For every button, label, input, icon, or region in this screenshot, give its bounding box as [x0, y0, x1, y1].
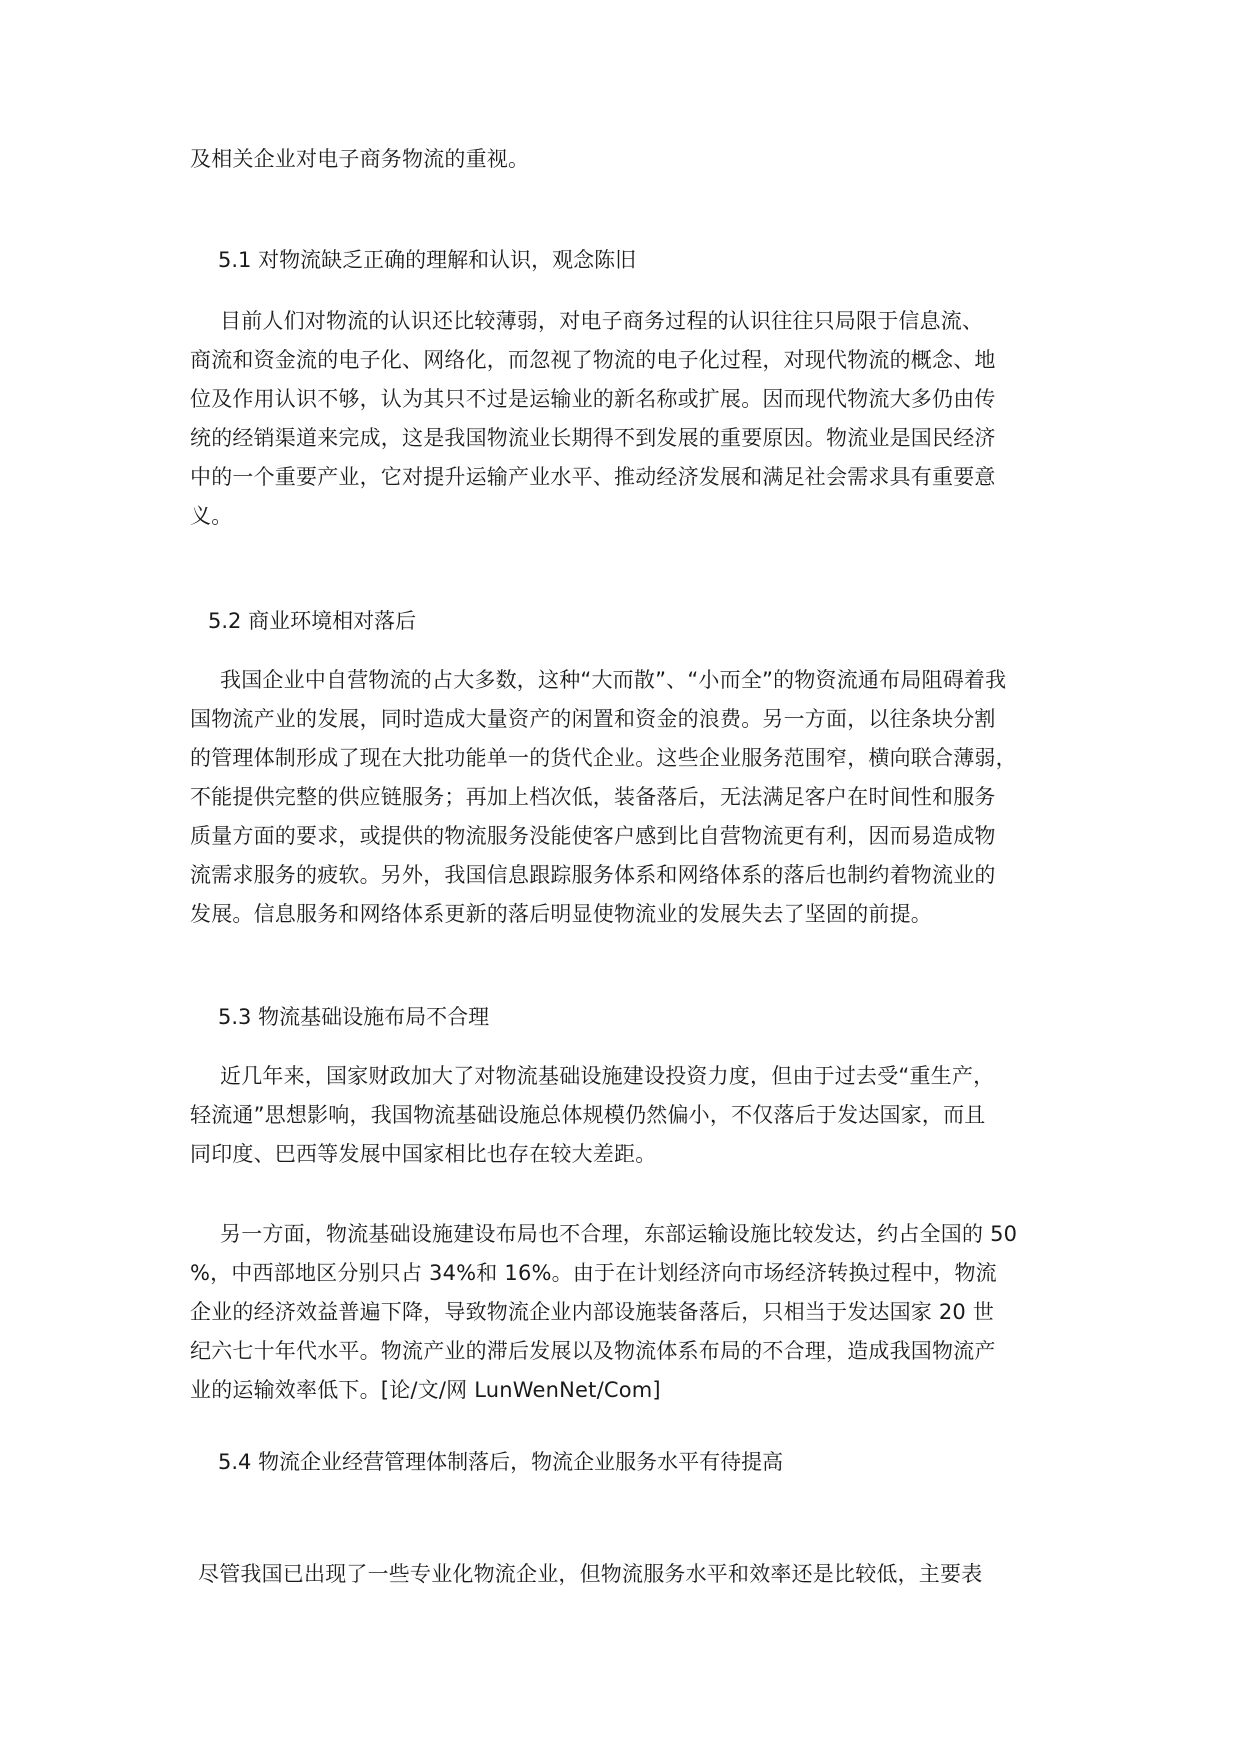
text-line: 商流和资金流的电子化、网络化，而忽视了物流的电子化过程，对现代物流的概念、地 [190, 348, 996, 372]
text-line: 另一方面，物流基础设施建设布局也不合理，东部运输设施比较发达，约占全国的 50 [220, 1222, 1018, 1246]
section-heading-5-4: 5.4 物流企业经营管理体制落后，物流企业服务水平有待提高 [218, 1450, 784, 1474]
section-5-2-paragraph [190, 661, 1045, 934]
section-5-3-paragraph-2 [190, 1215, 1045, 1410]
text-line: 的管理体制形成了现在大批功能单一的货代企业。这些企业服务范围窄，横向联合薄弱， [190, 746, 1017, 770]
text-line: 尽管我国已出现了一些专业化物流企业，但物流服务水平和效率还是比较低，主要表 [198, 1562, 983, 1586]
text-line: 不能提供完整的供应链服务；再加上档次低，装备落后，无法满足客户在时间性和服务 [190, 785, 996, 809]
text-line: 及相关企业对电子商务物流的重视。 [190, 147, 530, 171]
text-line: 目前人们对物流的认识还比较薄弱，对电子商务过程的认识往往只局限于信息流、 [220, 309, 984, 333]
text-line: 我国企业中自营物流的占大多数，这种“大而散”、“小而全”的物资流通布局阻碍着我 [220, 668, 1007, 692]
text-line: 近几年来，国家财政加大了对物流基础设施建设投资力度，但由于过去受“重生产， [220, 1064, 995, 1088]
text-line: 发展。信息服务和网络体系更新的落后明显使物流业的发展失去了坚固的前提。 [190, 902, 932, 926]
text-line: 统的经销渠道来完成，这是我国物流业长期得不到发展的重要原因。物流业是国民经济 [190, 426, 996, 450]
text-line: 国物流产业的发展，同时造成大量资产的闲置和资金的浪费。另一方面，以往条块分割 [190, 707, 996, 731]
text-line: 义。 [190, 504, 233, 528]
text-line: 同印度、巴西等发展中国家相比也存在较大差距。 [190, 1142, 657, 1166]
text-line: 纪六七十年代水平。物流产业的滞后发展以及物流体系布局的不合理，造成我国物流产 [190, 1339, 996, 1363]
text-line: 位及作用认识不够，认为其只不过是运输业的新名称或扩展。因而现代物流大多仍由传 [190, 387, 996, 411]
intro-paragraph [190, 140, 1045, 179]
section-5-1-paragraph [190, 302, 1045, 536]
text-line: 轻流通”思想影响，我国物流基础设施总体规模仍然偏小，不仅落后于发达国家，而且 [190, 1103, 986, 1127]
text-line: %，中西部地区分别只占 34%和 16%。由于在计划经济向市场经济转换过程中，物流 [190, 1261, 997, 1285]
text-line: 质量方面的要求，或提供的物流服务没能使客户感到比自营物流更有利，因而易造成物 [190, 824, 996, 848]
text-line: 流需求服务的疲软。另外，我国信息跟踪服务体系和网络体系的落后也制约着物流业的 [190, 863, 996, 887]
section-heading-5-3: 5.3 物流基础设施布局不合理 [218, 1005, 490, 1029]
text-line: 中的一个重要产业，它对提升运输产业水平、推动经济发展和满足社会需求具有重要意 [190, 465, 996, 489]
section-5-4-paragraph [198, 1555, 1053, 1594]
text-line: 业的运输效率低下。[论/文/网 LunWenNet/Com] [190, 1378, 661, 1402]
section-heading-5-2: 5.2 商业环境相对落后 [208, 609, 417, 633]
text-line: 企业的经济效益普遍下降，导致物流企业内部设施装备落后，只相当于发达国家 20 世 [190, 1300, 995, 1324]
section-5-3-paragraph-1 [190, 1057, 1045, 1174]
section-heading-5-1: 5.1 对物流缺乏正确的理解和认识，观念陈旧 [218, 248, 637, 272]
